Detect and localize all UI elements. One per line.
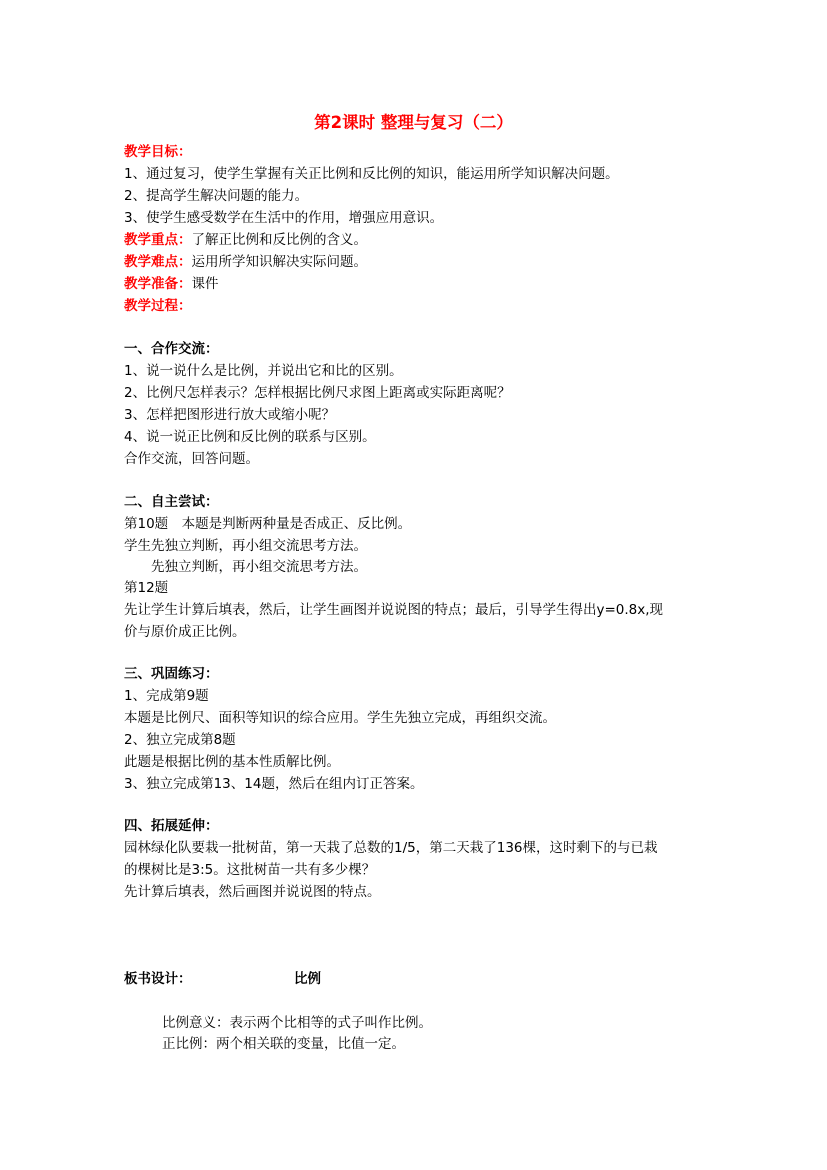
lesson-title: 第2课时 整理与复习（二） xyxy=(314,113,513,132)
difficulty-text: 运用所学知识解决实际问题。 xyxy=(191,254,367,270)
section2-line-1: 第10题 本题是判断两种量是否成正、反比例。 xyxy=(124,516,412,532)
objectives-label: 教学目标： xyxy=(124,144,192,160)
section1-line-2: 2、比例尺怎样表示？怎样根据比例尺求图上距离或实际距离呢？ xyxy=(124,385,511,401)
objective-item-1: 1、通过复习，使学生掌握有关正比例和反比例的知识，能运用所学知识解决问题。 xyxy=(124,166,619,182)
section1-line-4: 4、说一说正比例和反比例的联系与区别。 xyxy=(124,429,376,445)
section3-line-5: 3、独立完成第13、14题，然后在组内订正答案。 xyxy=(124,776,424,792)
board-topic: 比例 xyxy=(294,971,321,987)
section2-line-3: 先独立判断，再小组交流思考方法。 xyxy=(124,559,367,575)
section4-line-2: 的棵树比是3:5。这批树苗一共有多少棵？ xyxy=(124,862,376,878)
preparation-text: 课件 xyxy=(191,276,219,292)
difficulty-label: 教学难点： xyxy=(124,254,192,270)
board-label: 板书设计： xyxy=(124,971,192,987)
key-point-label: 教学重点： xyxy=(124,232,192,248)
section2-heading: 二、自主尝试： xyxy=(124,494,219,510)
section2-line-6: 价与原价成正比例。 xyxy=(124,624,246,640)
objective-item-2: 2、提高学生解决问题的能力。 xyxy=(124,188,309,204)
section3-line-3: 2、独立完成第8题 xyxy=(124,732,236,748)
section3-line-2: 本题是比例尺、面积等知识的综合应用。学生先独立完成，再组织交流。 xyxy=(124,710,556,726)
difficulty-row xyxy=(124,252,367,272)
section3-line-4: 此题是根据比例的基本性质解比例。 xyxy=(124,754,340,770)
section2-line-4: 第12题 xyxy=(124,580,169,596)
key-point-text: 了解正比例和反比例的含义。 xyxy=(191,232,367,248)
section2-line-2: 学生先独立判断，再小组交流思考方法。 xyxy=(124,538,367,554)
preparation-label: 教学准备： xyxy=(124,276,192,292)
section4-line-3: 先计算后填表，然后画图并说说图的特点。 xyxy=(124,884,381,900)
process-label: 教学过程： xyxy=(124,298,192,314)
board-line-1: 比例意义：表示两个比相等的式子叫作比例。 xyxy=(162,1015,432,1031)
preparation-row xyxy=(124,274,219,294)
objective-item-3: 3、使学生感受数学在生活中的作用，增强应用意识。 xyxy=(124,210,444,226)
section4-heading: 四、拓展延伸： xyxy=(124,818,219,834)
section3-line-1: 1、完成第9题 xyxy=(124,688,209,704)
section4-line-1: 园林绿化队要栽一批树苗，第一天栽了总数的1/5，第二天栽了136棵，这时剩下的与已栽 xyxy=(124,840,658,856)
key-point-row xyxy=(124,230,367,250)
section3-heading: 三、巩固练习： xyxy=(124,666,219,682)
board-line-2: 正比例：两个相关联的变量，比值一定。 xyxy=(162,1036,405,1052)
section2-line-5: 先让学生计算后填表，然后，让学生画图并说说图的特点；最后，引导学生得出y=0.8x,现 xyxy=(124,602,664,618)
section1-line-3: 3、怎样把图形进行放大或缩小呢？ xyxy=(124,407,336,423)
section1-line-1: 1、说一说什么是比例，并说出它和比的区别。 xyxy=(124,363,403,379)
section1-line-5: 合作交流，回答问题。 xyxy=(124,451,259,467)
section1-heading: 一、合作交流： xyxy=(124,341,219,357)
